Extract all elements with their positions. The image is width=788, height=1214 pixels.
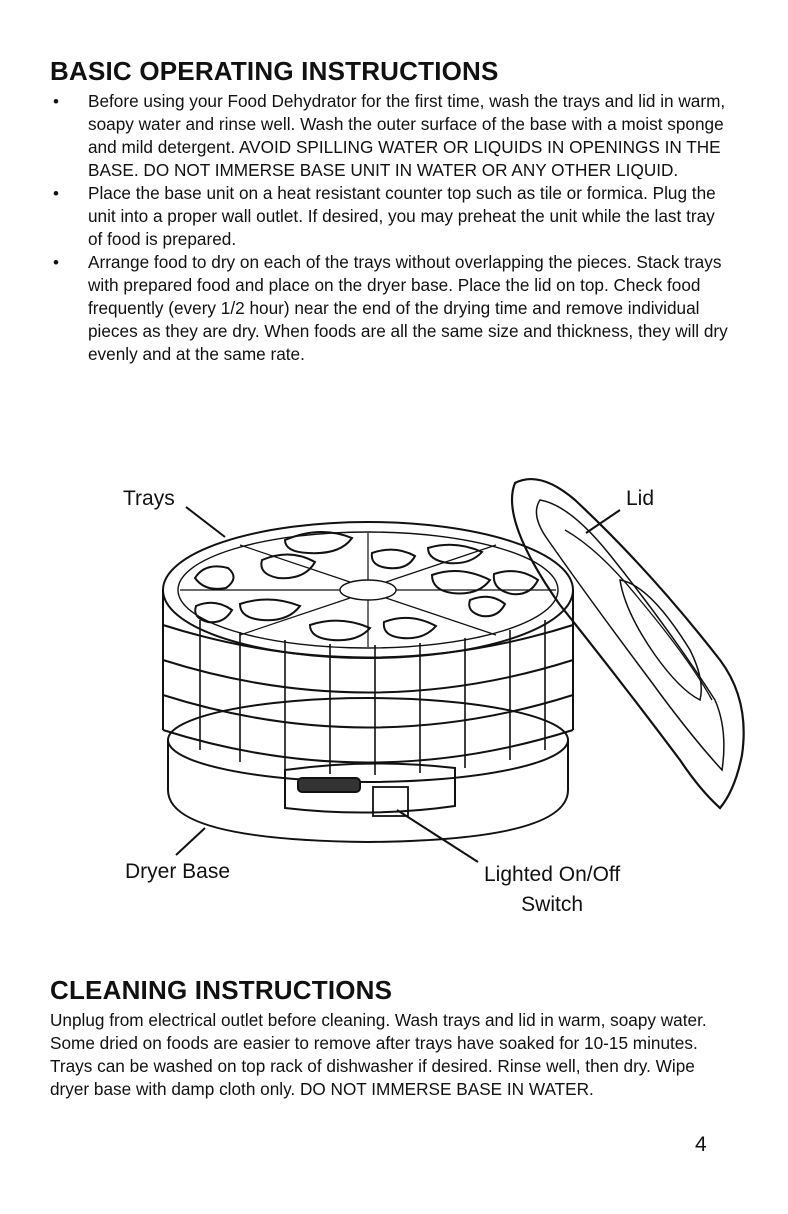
switch-label xyxy=(484,860,620,920)
lid-label: Lid xyxy=(626,487,655,510)
instruction-item: • Place the base unit on a heat resistant counter top such as tile or formica. Plug the unit into a proper wall outlet. If desired, you may preheat the unit while the last tray of food is prepared. xyxy=(50,182,730,251)
lid-pointer xyxy=(586,510,620,533)
basic-instructions-heading: BASIC OPERATING INSTRUCTIONS xyxy=(50,56,499,86)
cleaning-instructions-heading: CLEANING INSTRUCTIONS xyxy=(50,975,393,1005)
cleaning-instructions-text: Unplug from electrical outlet before cleaning. Wash trays and lid in warm, soapy water. Some dried on foods are easier to remove after trays have soaked for 10-15 minutes. Trays can be washed on top rack of dishwasher if desired. Rinse well, then dry. Wipe dryer base with damp cloth only. DO NOT IMMERSE BASE IN WATER. xyxy=(50,1010,707,1099)
dryer-base-shape xyxy=(168,740,568,842)
base-pointer xyxy=(176,828,205,855)
dryer-base-label: Dryer Base xyxy=(125,860,231,883)
page-number: 4 xyxy=(695,1133,707,1156)
brand-badge xyxy=(298,778,360,792)
trays-label: Trays xyxy=(123,487,175,510)
base-top-rim xyxy=(168,698,568,782)
instruction-item: • Arrange food to dry on each of the trays without overlapping the pieces. Stack trays with prepared food and place on the dryer base. Place the lid on top. Check food frequently (every 1/2 hour) near the end of the drying time and remove individual pieces as they are dry. When foods are all the same size and thickness, they will dry evenly and at the same rate. xyxy=(50,251,730,366)
trays-pointer xyxy=(186,507,225,537)
switch-label-line2: Switch xyxy=(521,893,584,916)
instruction-item: • Before using your Food Dehydrator for the first time, wash the trays and lid in warm, soapy water and rinse well. Wash the outer surface of the base with a moist sponge and mild detergent. AVOID SPILLING WATER OR LIQUIDS IN OPENINGS IN THE BASE. DO NOT IMMERSE BASE UNIT IN WATER OR ANY OTHER LIQUID. xyxy=(50,90,730,182)
switch-label-line1: Lighted On/Off xyxy=(484,863,621,886)
